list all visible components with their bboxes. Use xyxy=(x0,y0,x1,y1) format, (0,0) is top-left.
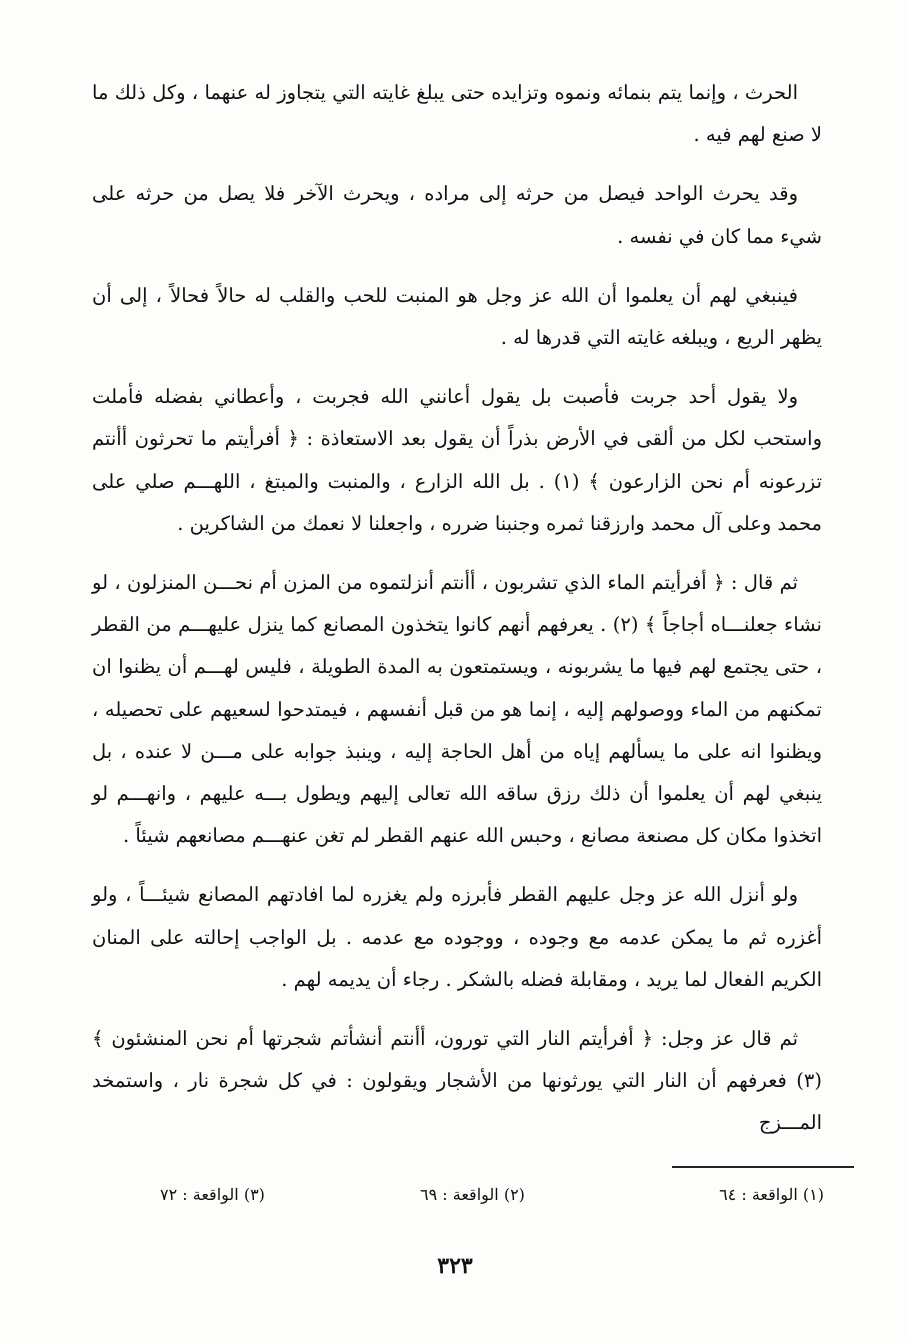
paragraph-3: فينبغي لهم أن يعلموا أن الله عز وجل هو المنبت للحب والقلب له حالاً فحالاً ، إلى أن يظهر الريع ، ويبلغه غايته التي قدرها له . xyxy=(92,283,822,350)
page-number: ٣٢٣ xyxy=(437,1253,473,1279)
footnote-3: (٣) الواقعة : ٧٢ xyxy=(160,1185,265,1204)
footnote-2: (٢) الواقعة : ٦٩ xyxy=(420,1185,525,1204)
paragraph-7: ثم قال عز وجل: ﴿ أفرأيتم النار التي تورون، أأنتم أنشأتم شجرتها أم نحن المنشئون ﴾ (٣) فعرفهم أن النار التي يورثونها من الأشجار ويقولون : في كل شجرة نار ، واستمخد المـــزج xyxy=(92,1027,822,1135)
paragraph-6: ولو أنزل الله عز وجل عليهم القطر فأبرزه ولم يغزره لما افادتهم المصانع شيئـــاً ، ولو أغزره ثم ما يمكن عدمه مع وجوده ، ووجوده مع عدمه . بل الواجب إحالته على المنان الكريم الفعال لما يريد ، ومقابلة فضله بالشكر . رجاء أن يديمه لهم . xyxy=(92,883,822,991)
paragraph-1: الحرث ، وإنما يتم بنمائه ونموه وتزايده حتى يبلغ غايته التي يتجاوز له عنهما ، وكل ذلك ما لا صنع لهم فيه . xyxy=(92,81,822,147)
footnote-1: (١) الواقعة : ٦٤ xyxy=(719,1185,824,1204)
paragraph-2: وقد يحرث الواحد فيصل من حرثه إلى مراده ، ويحرث الآخر فلا يصل من حرثه على شيء مما كان في نفسه . xyxy=(92,182,822,248)
body-text xyxy=(92,72,822,1145)
paragraph-5: ثم قال : ﴿ أفرأيتم الماء الذي تشربون ، أأنتم أنزلتموه من المزن أم نحـــن المنزلون ، لو نشاء جعلنـــاه أجاجاً ﴾ (٢) . يعرفهم أنهم كانوا يتخذون المصانع كما ينزل عليهـــم من القطر ، حتى يجتمع لهم فيها ما يشربونه ، ويستمتعون به المدة الطويلة ، فليس لهـــم أن يظنوا ان تمكنهم من الماء ووصولهم إليه ، إنما هو من قبل أنفسهم ، فيمتدحوا لسعيهم على تحصيله ، ويظنوا انه على ما يسألهم إياه من أهل الحاجة إليه ، وينبذ جوابه على مـــن لا عنده ، بل ينبغي لهم أن يعلموا أن ذلك رزق ساقه الله تعالى إليهم ويطول بـــه عليهم ، وانهـــم لو اتخذوا مكان كل مصنعة مصانع ، وحبس الله عنهم القطر لم تغن عنهـــم مصانعهم شيئاً . xyxy=(92,571,822,848)
paragraph-4: ولا يقول أحد جربت فأصبت بل يقول أعانني الله فجربت ، وأعطاني بفضله فأملت واستحب لكل من ألقى في الأرض بذراً أن يقول بعد الاستعاذة : ﴿ أفرأيتم ما تحرثون أأنتم تزرعونه أم نحن الزارعون ﴾ (١) . بل الله الزارع ، والمنبت والمبتغ ، اللهـــم صلي على محمد وعلى آل محمد وارزقنا ثمره وجنبنا ضرره ، واجعلنا لا نعمك من الشاكرين . xyxy=(92,385,822,535)
footnote-separator xyxy=(672,1166,854,1168)
